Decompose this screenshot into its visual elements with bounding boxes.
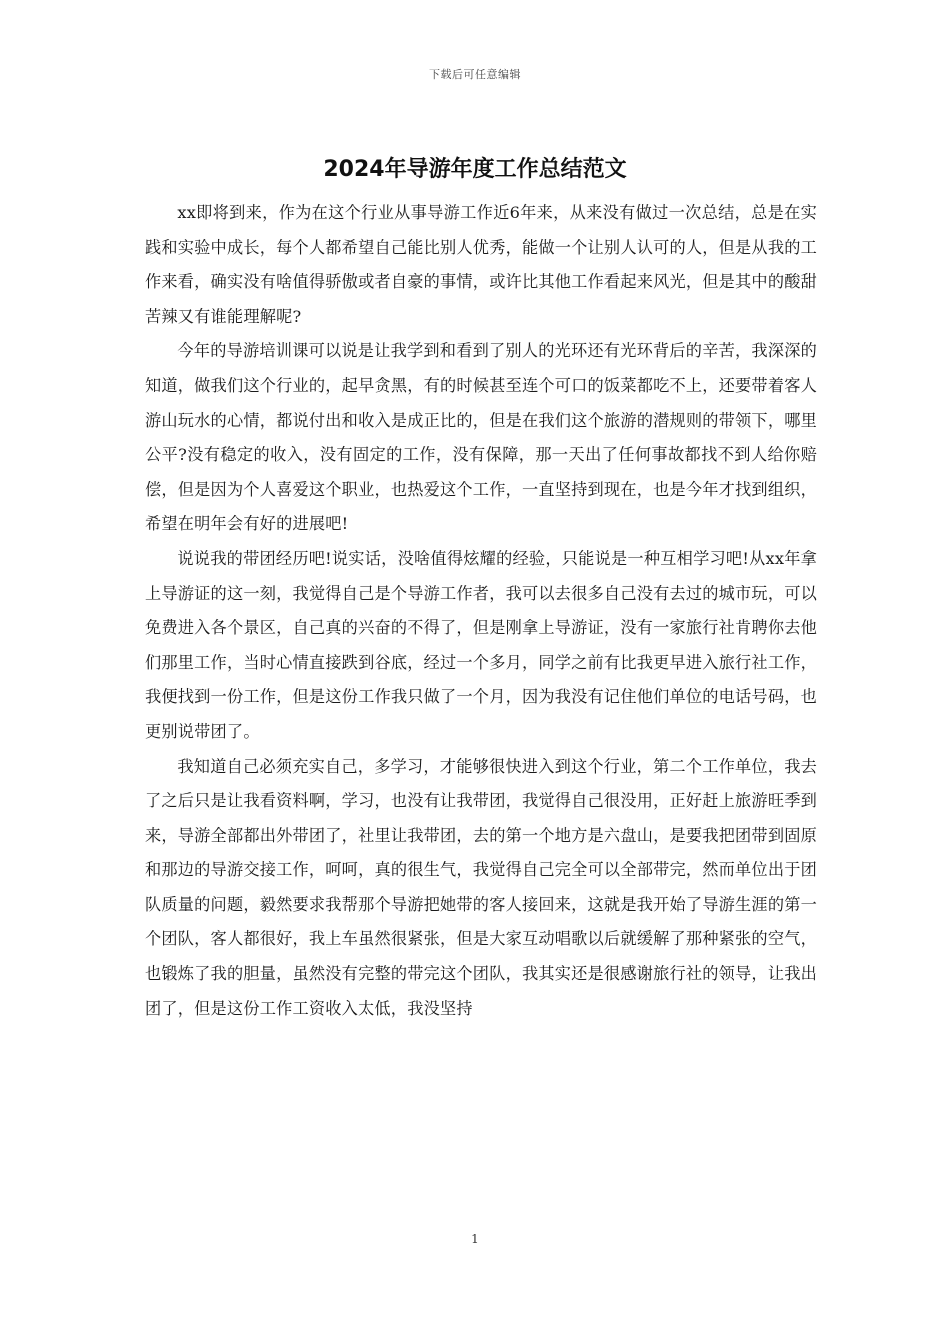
paragraph-1: xx即将到来，作为在这个行业从事导游工作近6年来，从来没有做过一次总结，总是在实践和实验中成长，每个人都希望自己能比别人优秀，能做一个让别人认可的人，但是从我的工作来看，确实没有啥值得骄傲或者自豪的事情，或许比其他工作看起来风光，但是其中的酸甜苦辣又有谁能理解呢? <box>145 203 817 326</box>
page-number: 1 <box>471 1232 479 1246</box>
paragraph-4: 我知道自己必须充实自己，多学习，才能够很快进入到这个行业，第二个工作单位，我去了之后只是让我看资料啊，学习，也没有让我带团，我觉得自己很没用，正好赶上旅游旺季到来，导游全部都出外带团了，社里让我带团，去的第一个地方是六盘山，是要我把团带到固原和那边的导游交接工作，呵呵，真的很生气，我觉得自己完全可以全部带完，然而单位出于团队质量的问题，毅然要求我帮那个导游把她带的客人接回来，这就是我开始了导游生涯的第一个团队，客人都很好，我上车虽然很紧张，但是大家互动唱歌以后就缓解了那种紧张的空气，也锻炼了我的胆量，虽然没有完整的带完这个团队，我其实还是很感谢旅行社的领导，让我出团了，但是这份工作工资收入太低，我没坚持 <box>145 756 817 1018</box>
document-body <box>145 196 817 1026</box>
page-header-note: 下载后可任意编辑 <box>429 68 521 81</box>
document-title: 2024年导游年度工作总结范文 <box>323 157 627 182</box>
paragraph-2: 今年的导游培训课可以说是让我学到和看到了别人的光环还有光环背后的辛苦，我深深的知道，做我们这个行业的，起早贪黑，有的时候甚至连个可口的饭菜都吃不上，还要带着客人游山玩水的心情，都说付出和收入是成正比的，但是在我们这个旅游的潜规则的带领下，哪里公平?没有稳定的收入，没有固定的工作，没有保障，那一天出了任何事故都找不到人给你赔偿，但是因为个人喜爱这个职业，也热爱这个工作，一直坚持到现在，也是今年才找到组织，希望在明年会有好的进展吧! <box>145 341 817 534</box>
paragraph-3: 说说我的带团经历吧!说实话，没啥值得炫耀的经验，只能说是一种互相学习吧!从xx年拿上导游证的这一刻，我觉得自己是个导游工作者，我可以去很多自己没有去过的城市玩，可以免费进入各个景区，自己真的兴奋的不得了，但是刚拿上导游证，没有一家旅行社肯聘你去他们那里工作，当时心情直接跌到谷底，经过一个多月，同学之前有比我更早进入旅行社工作，我便找到一份工作，但是这份工作我只做了一个月，因为我没有记住他们单位的电话号码，也更别说带团了。 <box>145 548 817 741</box>
